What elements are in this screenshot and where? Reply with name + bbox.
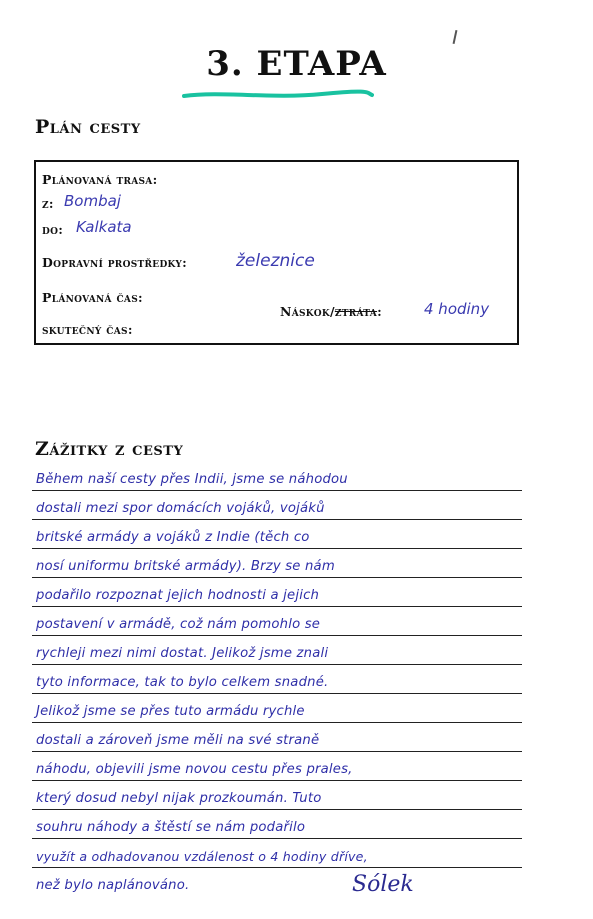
journal-line: dostali mezi spor domácích vojáků, vojáků <box>36 501 325 516</box>
journal-line: tyto informace, tak to bylo celkem snadné. <box>36 675 329 690</box>
from-value: Bombaj <box>64 192 121 210</box>
ruled-line <box>32 548 522 549</box>
journal-line: souhru náhody a štěstí se nám podařilo <box>36 820 306 835</box>
signature: Sólek <box>352 872 414 897</box>
ruled-line <box>32 519 522 520</box>
actual-time-label: skutečný čas: <box>42 322 133 337</box>
ruled-line <box>32 838 522 839</box>
journal-line: využít a odhadovanou vzdálenost o 4 hodiny dříve, <box>36 849 368 864</box>
journal-line: dostali a zároveň jsme měli na své straně <box>36 733 320 748</box>
to-value: Kalkata <box>76 218 132 236</box>
title-underline <box>182 88 374 102</box>
ruled-line <box>32 751 522 752</box>
ruled-line <box>32 867 522 868</box>
lead-value: 4 hodiny <box>424 300 490 318</box>
pen-mark <box>453 30 458 44</box>
loss-label: ztráta <box>334 304 378 319</box>
journal-line: Během naší cesty přes Indii, jsme se náhodou <box>36 472 348 487</box>
journal-line: Jelikož jsme se přes tuto armádu rychle <box>36 704 305 719</box>
to-label: do: <box>42 222 64 237</box>
journal-line: než bylo naplánováno. <box>36 878 190 893</box>
ruled-line <box>32 693 522 694</box>
transport-label: Dopravní prostředky: <box>42 255 188 270</box>
plan-box <box>34 160 519 345</box>
journal-line: rychleji mezi nimi dostat. Jelikož jsme znali <box>36 646 329 661</box>
ruled-line <box>32 809 522 810</box>
experiences-heading: Zážitky z cesty <box>35 438 184 460</box>
lead-loss-label <box>280 304 382 319</box>
journal-line: postavení v armádě, což nám pomohlo se <box>36 617 321 632</box>
journal-line: nosí uniformu britské armády). Brzy se nám <box>36 559 335 574</box>
planned-time-label: Plánovaná čas: <box>42 290 143 305</box>
lead-label: Náskok/ <box>280 304 335 319</box>
ruled-line <box>32 722 522 723</box>
journal-line: britské armády a vojáků z Indie (těch co <box>36 530 310 545</box>
journal-line: náhodu, objevili jsme novou cestu přes prales, <box>36 762 353 777</box>
ruled-line <box>32 664 522 665</box>
route-label: Plánovaná trasa: <box>42 172 158 187</box>
ruled-line <box>32 490 522 491</box>
ruled-line <box>32 577 522 578</box>
ruled-line <box>32 780 522 781</box>
ruled-line <box>32 635 522 636</box>
ruled-line <box>32 606 522 607</box>
journal-line: který dosud nebyl nijak prozkoumán. Tuto <box>36 791 322 806</box>
page-title: 3. ETAPA <box>206 44 387 84</box>
journal-line: podařilo rozpoznat jejich hodnosti a jejich <box>36 588 320 603</box>
lead-suffix: : <box>377 304 382 319</box>
from-label: z: <box>42 196 54 211</box>
plan-heading: Plán cesty <box>35 116 141 138</box>
transport-value: železnice <box>236 251 315 271</box>
